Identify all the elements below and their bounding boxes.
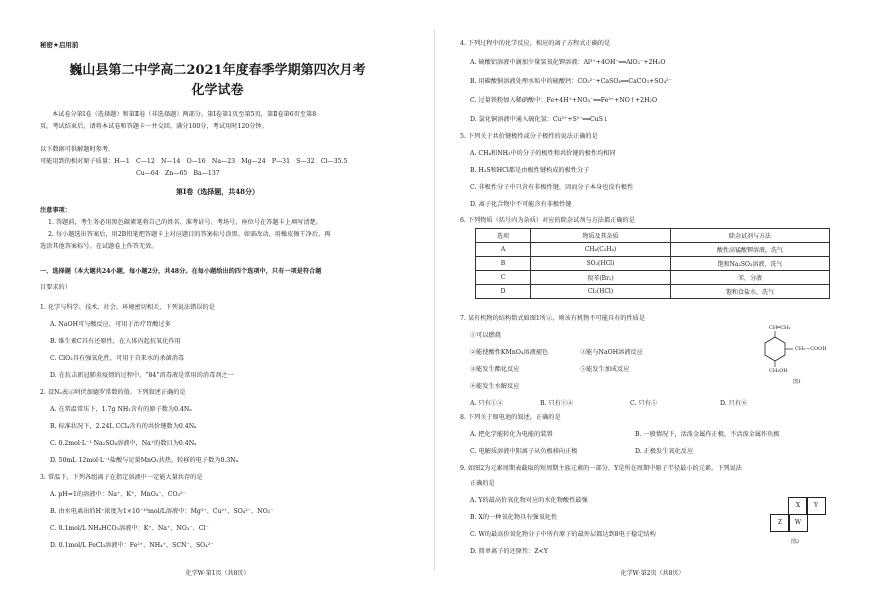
q6-cell: Cl₂(HCl) (531, 285, 671, 299)
q7-option-b: B. 只有①④ (540, 400, 574, 407)
figure-2-caption: 图2 (791, 539, 800, 545)
q7-prop-2: ②能使酸性KMnO₄溶液褪色 (470, 349, 549, 356)
q4-option-d: D. 氯化铜溶液中通入硫化氢：Cu²⁺+S²⁻══CuS↓ (470, 116, 609, 123)
q2-option-b: B. 标准状况下，2.24L CCl₄含有的共价键数为0.4Nₐ (50, 423, 197, 430)
figure-1-group-bottom: CH₂OH (769, 368, 788, 374)
q8-option-d: D. 正极发生氧化反应 (635, 448, 694, 455)
figure-1-structure (755, 325, 850, 385)
q5-option-b: B. H₂S和HCl都是由极性键构成的极性分子 (470, 167, 590, 174)
figure-2-cell-z: Z (770, 514, 790, 532)
benzene-ring-icon (755, 325, 850, 385)
q7-stem: 7. 某有机物的结构简式如图1所示，则该有机物不可能具有的性质是 (460, 315, 646, 322)
q9-option-c: C. W的最高价氧化物分子中所有原子的最外层都达到8电子稳定结构 (470, 531, 656, 538)
q3-option-c: C. 0.1mol/L NH₄HCO₃溶液中：K⁺、Na⁺、NO₃⁻、Cl⁻ (50, 525, 209, 532)
q7-prop-1: ①可以燃烧 (470, 332, 501, 339)
table-row (476, 285, 830, 299)
q9-option-b: B. X的一种氧化物具有强氧化性 (470, 514, 558, 521)
q7-option-c: C. 只有⑤ (630, 400, 658, 407)
q5-option-c: C. 非极性分子中只含有非极性键，因而分子本身也没有极性 (470, 184, 634, 191)
atomic-masses-line-1: 可能用到的相对原子质量：H—1 C—12 N—14 O—16 Na—23 Mg—24 P—31 S—32 Cl—35.5 (40, 158, 348, 165)
q1-option-b: B. 维生素C具有还原性，在人体内起抗氧化作用 (50, 338, 181, 345)
q6-cell: C (476, 271, 531, 285)
notice-line-2: 2. 每小题选出答案后，用2B铅笔把答题卡上对应题目的答案标号涂黑。如需改动，用橡皮擦干净后，再 (48, 231, 331, 238)
q1-option-d: D. 在抗击新冠肺炎疫情的过程中，“84”消毒液是常用的消毒剂之一 (50, 372, 234, 379)
atomic-masses-line-2: Cu—64 Zn—65 Ba—137 (136, 170, 220, 177)
q2-stem: 2. 设Nₐ表示阿伏加德罗常数的值。下列叙述正确的是 (40, 389, 186, 396)
table-row (476, 271, 830, 285)
q6-cell: 苯，分液 (671, 271, 830, 285)
q1-stem: 1. 化学与科学、技术、社会、环境密切相关，下列说法错误的是 (40, 304, 215, 311)
q4-option-b: B. 用碳酸钠溶液处理水垢中的硫酸钙：CO₃²⁻+CaSO₄══CaCO₃+SO₄²⁻ (470, 78, 672, 85)
q6-cell: B (476, 257, 531, 271)
q9-option-d: D. 简单离子的还原性：Z<Y (470, 548, 548, 555)
q7-prop-5: ⑤能发生加成反应 (580, 366, 630, 373)
notice-heading: 注意事项： (40, 207, 71, 214)
q8-option-c: C. 电解质溶液中阳离子从负极移向正极 (470, 448, 578, 455)
q4-option-a: A. 硫酸铝溶液中滴加少量氢氧化钾溶液：Al³⁺+4OH⁻══AlO₂⁻+2H₂O (470, 59, 666, 66)
q6-table-header (476, 229, 830, 243)
q9-stem-2: 正确的是 (470, 480, 495, 487)
q1-option-a: A. NaOH可与酸反应，可用于治疗胃酸过多 (50, 321, 171, 328)
q3-stem: 3. 常温下，下列各组离子在指定溶液中一定能大量共存的是 (40, 474, 203, 481)
q6-cell: 酸性高锰酸钾溶液，洗气 (671, 243, 830, 257)
atomic-masses-heading: 以下数据可供解题时参考。 (40, 146, 115, 153)
secret-mark: 秘密★启用前 (40, 41, 79, 49)
figure-1-group-side: CH₂—COOH (795, 346, 827, 352)
q6-cell: D (476, 285, 531, 299)
q3-option-d: D. 0.1mol/L FeCl₃溶液中：Fe²⁺、NH₄⁺、SCN⁻、SO₄²⁻ (50, 542, 214, 549)
q6-header-option: 选项 (476, 229, 531, 243)
q7-prop-4: ④能发生酯化反应 (470, 366, 520, 373)
q7-prop-6: ⑥能发生水解反应 (470, 383, 520, 390)
q6-stem: 6. 下列物质（括号内为杂质）对应的除杂试剂与方法都正确的是 (460, 217, 635, 224)
q2-option-d: D. 50mL 12mol·L⁻¹盐酸与足量MnO₂共热，转移的电子数为0.3Nₐ (50, 457, 239, 464)
figure-2-cell-w: W (788, 514, 808, 532)
figure-1-caption: 图1 (793, 379, 802, 385)
notice-line-3: 选涂其他答案标号。在试题卷上作答无效。 (40, 243, 158, 250)
q6-cell: CH₄(C₂H₄) (531, 243, 671, 257)
section1-line-2: 目要求的） (40, 284, 71, 291)
section1-line-1: 一、选择题（本大题共24小题，每小题2分，共48分。在每小题给出的四个选项中，只有一项是符合题 (40, 268, 322, 275)
q8-stem: 8. 下列关于原电池的叙述，正确的是 (460, 414, 561, 421)
q2-option-c: C. 0.2mol·L⁻¹ Na₂SO₄溶液中，Na⁺的数目为0.4Nₐ (50, 440, 197, 447)
q6-header-method: 除杂试剂与方法 (671, 229, 830, 243)
q9-option-a: A. Y的最高价氧化物对应的水化物酸性最强 (470, 497, 588, 504)
footer-right: 化学W·第2页（共8页） (620, 570, 685, 577)
q6-cell: 饱和食盐水，洗气 (671, 285, 830, 299)
figure-2-cell-y: Y (806, 497, 826, 515)
q4-stem: 4. 下列过程中的化学反应，相应的离子方程式正确的是 (460, 40, 611, 47)
exam-subtitle: 化学试卷 (191, 83, 244, 98)
q7-option-d: D. 只有⑥ (720, 400, 748, 407)
exam-title: 巍山县第二中学高二2021年度春季学期第四次月考 (69, 63, 366, 78)
q3-option-a: A. pH=1的溶液中：Na⁺、K⁺、MnO₄⁻、CO₃²⁻ (50, 491, 186, 498)
q7-option-a: A. 只有①② (470, 400, 504, 407)
intro-line-2: 页。考试结束后，请将本试卷和答题卡一并交回。满分100分，考试用时120分钟。 (40, 123, 268, 130)
q8-option-b: B. 一般情况下，活泼金属作正极，不活泼金属作负极 (635, 431, 780, 438)
table-row (476, 243, 830, 257)
q5-option-d: D. 离子化合物中不可能含有非极性键 (470, 201, 572, 208)
q6-cell: 饱和Na₂SO₃溶液，洗气 (671, 257, 830, 271)
q8-option-a: A. 把化学能转化为电能的装置 (470, 431, 553, 438)
q5-option-a: A. CH₄和NH₃中的分子的极性和共价键的极性均相同 (470, 150, 616, 157)
notice-line-1: 1. 答题前，考生务必用黑色碳素笔将自己的姓名、准考证号、考场号、座位号在答题卡上填写清楚。 (48, 219, 322, 226)
q7-prop-3: ③能与NaOH溶液反应 (580, 349, 643, 356)
q1-option-c: C. ClO₂具有强氧化性，可用于自来水的杀菌消毒 (50, 355, 185, 362)
q3-option-b: B. 由水电离出的H⁺浓度为1×10⁻¹⁰mol/L溶液中：Mg²⁺、Cu²⁺、SO₄²⁻、NO₃⁻ (50, 508, 274, 515)
intro-line-1: 本试卷分第Ⅰ卷（选择题）和第Ⅱ卷（非选择题）两部分。第Ⅰ卷第1页至第5页，第Ⅱ卷第6页至第8 (52, 111, 317, 118)
footer-left: 化学W·第1页（共8页） (185, 570, 250, 577)
q9-stem: 9. 如图2为元素周期表截取的短周期主族元素的一部分，Y是所在周期中原子半径最小的元素。下列说法 (460, 465, 742, 472)
q5-stem: 5. 下列关于共价键极性或分子极性的说法正确的是 (460, 133, 598, 140)
q6-cell: 溴苯(Br₂) (531, 271, 671, 285)
figure-1-group-top: CH═CH₂ (769, 325, 791, 331)
q2-option-a: A. 在常温常压下，1.7g NH₃含有的原子数为0.4Nₐ (50, 406, 192, 413)
part1-title: 第Ⅰ卷（选择题，共48分） (175, 187, 259, 196)
q6-cell: SO₂(HCl) (531, 257, 671, 271)
table-row (476, 257, 830, 271)
q4-option-c: C. 过量铁粉加入稀硝酸中：Fe+4H⁺+NO₃⁻══Fe³⁺+NO↑+2H₂O (470, 97, 658, 104)
q6-table (475, 228, 830, 299)
figure-2-cell-x: X (788, 497, 808, 515)
q6-header-substance: 物质及其杂质 (531, 229, 671, 243)
q6-cell: A (476, 243, 531, 257)
